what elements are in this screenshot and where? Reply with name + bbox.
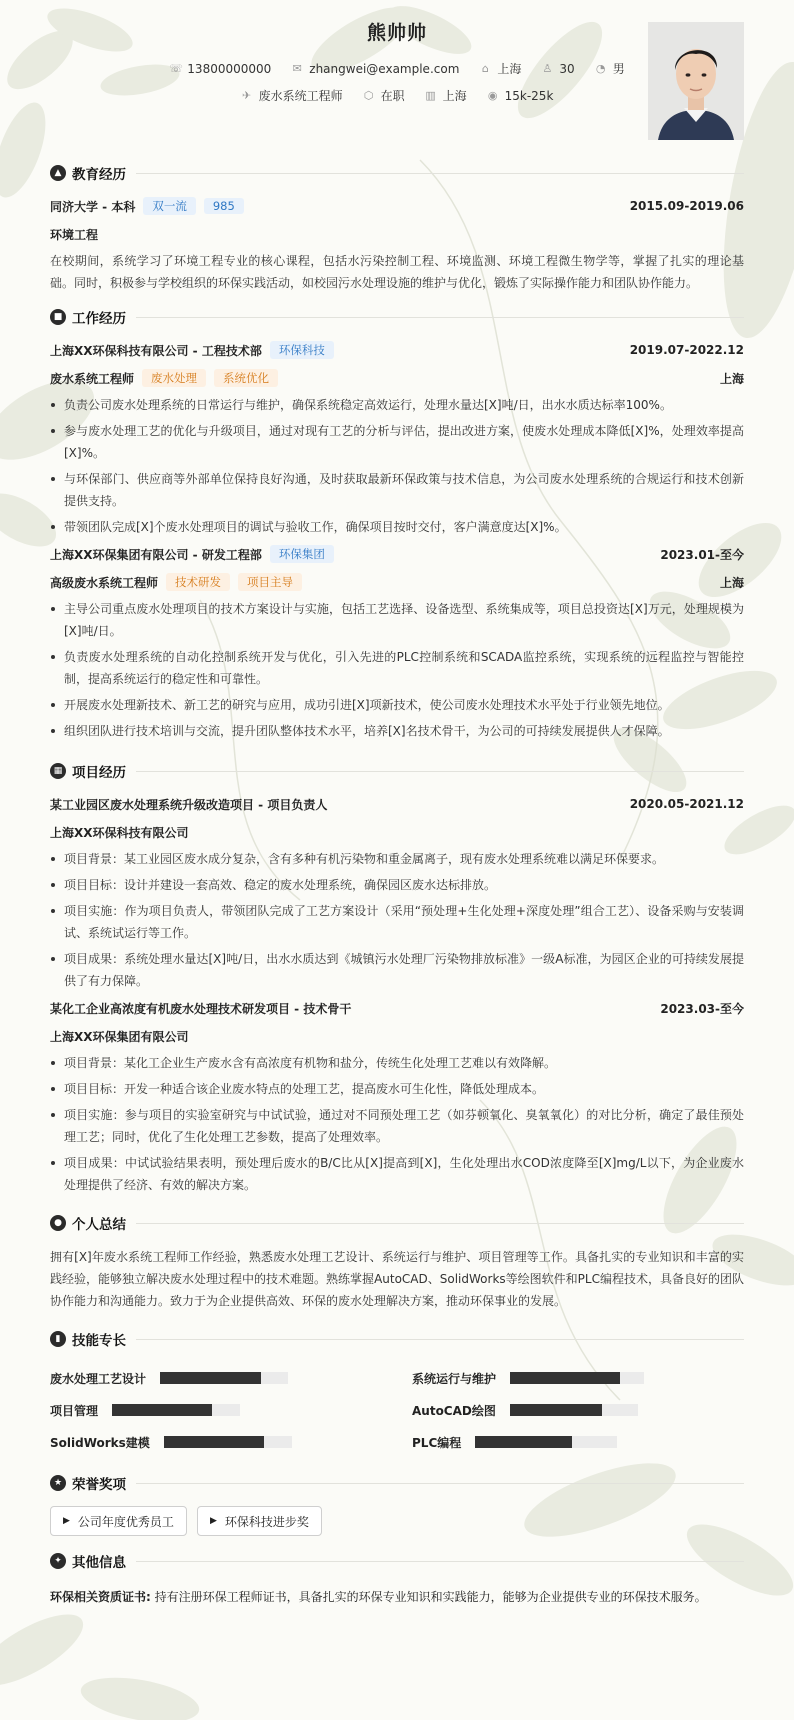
- project-company: 上海XX环保科技有限公司: [50, 825, 189, 840]
- briefcase-icon: ■: [50, 309, 66, 325]
- list-item: 项目目标：开发一种适合该企业废水特点的处理工艺，提高废水可生化性，降低处理成本。: [50, 1078, 744, 1100]
- chart-icon: ▮: [50, 1331, 66, 1347]
- skill-item: [412, 1362, 744, 1394]
- job-info-row: [50, 87, 744, 104]
- major: 环境工程: [50, 227, 99, 242]
- other-info-text: 环保相关资质证书: 持有注册环保工程师证书，具备扎实的环保专业知识和实践能力，能够为企业提供专业的环保技术服务。: [50, 1590, 707, 1604]
- list-item: 项目目标：设计并建设一套高效、稳定的废水处理系统，确保园区废水达标排放。: [50, 874, 744, 896]
- company-tag: 环保集团: [270, 545, 334, 563]
- list-item: 项目实施：作为项目负责人，带领团队完成了工艺方案设计（采用“预处理+生化处理+深度处理”组合工艺）、设备采购与安装调试、系统试运行等工作。: [50, 900, 744, 944]
- gender-item: ◔ 男: [595, 61, 625, 76]
- salary-icon: ◉: [487, 88, 498, 102]
- list-item: 项目成果：中试试验结果表明，预处理后废水的B/C比从[X]提高到[X]，生化处理出水COD浓度降至[X]mg/L以下，为企业废水处理提供了经济、有效的解决方案。: [50, 1152, 744, 1196]
- school-name: 同济大学 - 本科 双一流 985: [50, 197, 244, 215]
- skill-bar-fill: [475, 1436, 572, 1448]
- gender-icon: ◔: [595, 61, 606, 75]
- target-city-item: ▥ 上海: [425, 88, 467, 103]
- contact-info-row: [50, 60, 744, 77]
- list-item: 组织团队进行技术培训与交流，提升团队整体技术水平，培养[X]名技术骨干，为公司的可持续发展提供人才保障。: [50, 720, 744, 742]
- phone-item: ☏ 13800000000: [169, 61, 272, 76]
- section-title: 项目经历: [72, 765, 126, 781]
- project-title: 某工业园区废水处理系统升级改造项目 - 项目负责人: [50, 797, 328, 812]
- list-item: 项目成果：系统处理水量达[X]吨/日，出水水质达到《城镇污水处理厂污染物排放标准》一级A标准，为园区企业的可持续发展提供了有力保障。: [50, 948, 744, 992]
- avatar: [648, 22, 744, 140]
- info-icon: ✦: [50, 1553, 66, 1569]
- skills-section: [50, 1324, 744, 1458]
- skill-item: [412, 1426, 744, 1458]
- education-date: 2015.09-2019.06: [629, 199, 744, 213]
- skill-item: [412, 1394, 744, 1426]
- age-icon: ♙: [542, 61, 553, 75]
- role-title: 废水系统工程师: [50, 371, 135, 386]
- role-tag: 技术研发: [166, 573, 230, 591]
- skill-bar-fill: [510, 1404, 602, 1416]
- company-name: 上海XX环保集团有限公司 - 研发工程部 环保集团: [50, 545, 334, 563]
- section-title: 荣誉奖项: [72, 1477, 126, 1493]
- school-tag: 双一流: [143, 197, 196, 215]
- work-date: 2023.01-至今: [660, 547, 744, 562]
- section-title: 技能专长: [72, 1333, 126, 1349]
- project-entry: [50, 792, 744, 992]
- grid-icon: ▦: [50, 763, 66, 779]
- project-date: 2023.03-至今: [660, 1001, 744, 1016]
- role-tag: 项目主导: [238, 573, 302, 591]
- section-divider: [136, 1339, 744, 1340]
- list-item: 参与废水处理工艺的优化与升级项目，通过对现有工艺的分析与评估，提出改进方案，使废水处理成本降低[X]%，处理效率提高[X]%。: [50, 420, 744, 464]
- skill-item: [50, 1362, 382, 1394]
- skill-item: [50, 1394, 382, 1426]
- play-icon: ▶: [209, 1516, 217, 1526]
- section-divider: [136, 317, 744, 318]
- graduation-cap-icon: ▲: [50, 165, 66, 181]
- skill-name: SolidWorks建模: [50, 1435, 150, 1450]
- skill-bar-fill: [160, 1372, 261, 1384]
- list-item: 项目实施：参与项目的实验室研究与中试试验，通过对不同预处理工艺（如芬顿氧化、臭氧氧化）的对比分析，确定了最佳预处理工艺；同时，优化了生化处理工艺参数，提高了处理效率。: [50, 1104, 744, 1148]
- work-section: [50, 302, 744, 742]
- company-tag: 环保科技: [270, 341, 334, 359]
- skill-bar: [510, 1404, 638, 1416]
- role-title: 高级废水系统工程师: [50, 575, 159, 590]
- list-item: 负责公司废水处理系统的日常运行与维护，确保系统稳定高效运行，处理水量达[X]吨/日，出水水质达标率100%。: [50, 394, 744, 416]
- medal-icon: ★: [50, 1475, 66, 1491]
- skill-item: [50, 1426, 382, 1458]
- section-title: 教育经历: [72, 167, 126, 183]
- work-entry: [50, 542, 744, 742]
- job-status-item: ⬡ 在职: [363, 88, 405, 103]
- mail-icon: ✉: [292, 61, 302, 75]
- section-divider: [136, 1561, 744, 1562]
- project-company: 上海XX环保集团有限公司: [50, 1029, 189, 1044]
- resume-header: [50, 0, 744, 158]
- award-item: ▶ 环保科技进步奖: [197, 1506, 322, 1536]
- work-entry: [50, 338, 744, 538]
- job-title-item: ✈ 废水系统工程师: [241, 88, 343, 103]
- skill-bar: [112, 1404, 240, 1416]
- skill-name: PLC编程: [412, 1435, 462, 1450]
- phone-icon: ☏: [169, 61, 184, 75]
- work-date: 2019.07-2022.12: [629, 343, 744, 357]
- project-date: 2020.05-2021.12: [629, 797, 744, 811]
- projects-section: [50, 756, 744, 1196]
- list-item: 负责废水处理系统的自动化控制系统开发与优化，引入先进的PLC控制系统和SCADA监控系统，实现系统的远程监控与智能控制，提高系统运行的稳定性和可靠性。: [50, 646, 744, 690]
- section-divider: [136, 1483, 744, 1484]
- awards-section: [50, 1468, 744, 1536]
- skill-name: AutoCAD绘图: [412, 1403, 496, 1418]
- section-divider: [136, 173, 744, 174]
- summary-section: [50, 1208, 744, 1312]
- location-item: ⌂ 上海: [479, 60, 521, 77]
- section-divider: [136, 1223, 744, 1224]
- salary-item: ◉ 15k-25k: [487, 88, 554, 103]
- role-tag: 废水处理: [142, 369, 206, 387]
- skill-name: 废水处理工艺设计: [50, 1371, 147, 1386]
- award-item: ▶ 公司年度优秀员工: [50, 1506, 187, 1536]
- education-section: [50, 158, 744, 294]
- section-title: 个人总结: [72, 1217, 126, 1233]
- skill-bar-fill: [164, 1436, 264, 1448]
- home-icon: ⌂: [481, 61, 489, 75]
- user-icon: ●: [50, 1215, 66, 1231]
- list-item: 开展废水处理新技术、新工艺的研究与应用，成功引进[X]项新技术，使公司废水处理技术水平处于行业领先地位。: [50, 694, 744, 716]
- skill-bar: [475, 1436, 617, 1448]
- project-title: 某化工企业高浓度有机废水处理技术研发项目 - 技术骨干: [50, 1001, 352, 1016]
- city-icon: ▥: [425, 88, 436, 102]
- list-item: 带领团队完成[X]个废水处理项目的调试与验收工作，确保项目按时交付，客户满意度达[X]%。: [50, 516, 744, 538]
- list-item: 项目背景：某化工企业生产废水含有高浓度有机物和盐分，传统生化处理工艺难以有效降解。: [50, 1052, 744, 1074]
- job-icon: ✈: [241, 88, 252, 102]
- email-item: ✉ zhangwei@example.com: [292, 61, 460, 76]
- skill-bar: [510, 1372, 644, 1384]
- play-icon: ▶: [63, 1516, 70, 1526]
- work-location: 上海: [719, 575, 744, 590]
- skill-name: 项目管理: [50, 1403, 99, 1418]
- age-item: ♙ 30: [542, 61, 575, 76]
- other-info-section: [50, 1546, 744, 1608]
- school-tag: 985: [204, 198, 244, 214]
- education-description: 在校期间，系统学习了环境工程专业的核心课程，包括水污染控制工程、环境监测、环境工程微生物学等，掌握了扎实的理论基础。同时，积极参与学校组织的环保实践活动，如校园污水处理设施的维护与优化，锻炼了实际操作能力和团队协作能力。: [50, 254, 744, 290]
- status-icon: ⬡: [363, 88, 374, 102]
- section-title: 其他信息: [72, 1555, 126, 1571]
- project-entry: [50, 996, 744, 1196]
- skill-bar: [160, 1372, 288, 1384]
- role-tag: 系统优化: [214, 369, 278, 387]
- company-name: 上海XX环保科技有限公司 - 工程技术部 环保科技: [50, 341, 334, 359]
- list-item: 与环保部门、供应商等外部单位保持良好沟通，及时获取最新环保政策与技术信息，为公司废水处理系统的合规运行和技术创新提供支持。: [50, 468, 744, 512]
- skill-bar: [164, 1436, 292, 1448]
- skill-bar-fill: [112, 1404, 212, 1416]
- skill-bar-fill: [510, 1372, 620, 1384]
- section-title: 工作经历: [72, 311, 126, 327]
- list-item: 主导公司重点废水处理项目的技术方案设计与实施，包括工艺选择、设备选型、系统集成等，项目总投资达[X]万元，处理规模为[X]吨/日。: [50, 598, 744, 642]
- summary-text: 拥有[X]年废水系统工程师工作经验，熟悉废水处理工艺设计、系统运行与维护、项目管理等工作。具备扎实的专业知识和丰富的实践经验，能够独立解决废水处理过程中的技术难题。熟练掌握AutoCAD、SolidWorks等绘图软件和PLC编程技术，具备良好的团队协作能力和沟通能力。致力于为企业提供高效、环保的废水处理解决方案，推动环保事业的发展。: [50, 1250, 744, 1308]
- candidate-name: 熊帅帅: [366, 22, 427, 44]
- list-item: 项目背景：某工业园区废水成分复杂，含有多种有机污染物和重金属离子，现有废水处理系统难以满足环保要求。: [50, 848, 744, 870]
- work-location: 上海: [719, 371, 744, 386]
- section-divider: [136, 771, 744, 772]
- skill-name: 系统运行与维护: [412, 1371, 497, 1386]
